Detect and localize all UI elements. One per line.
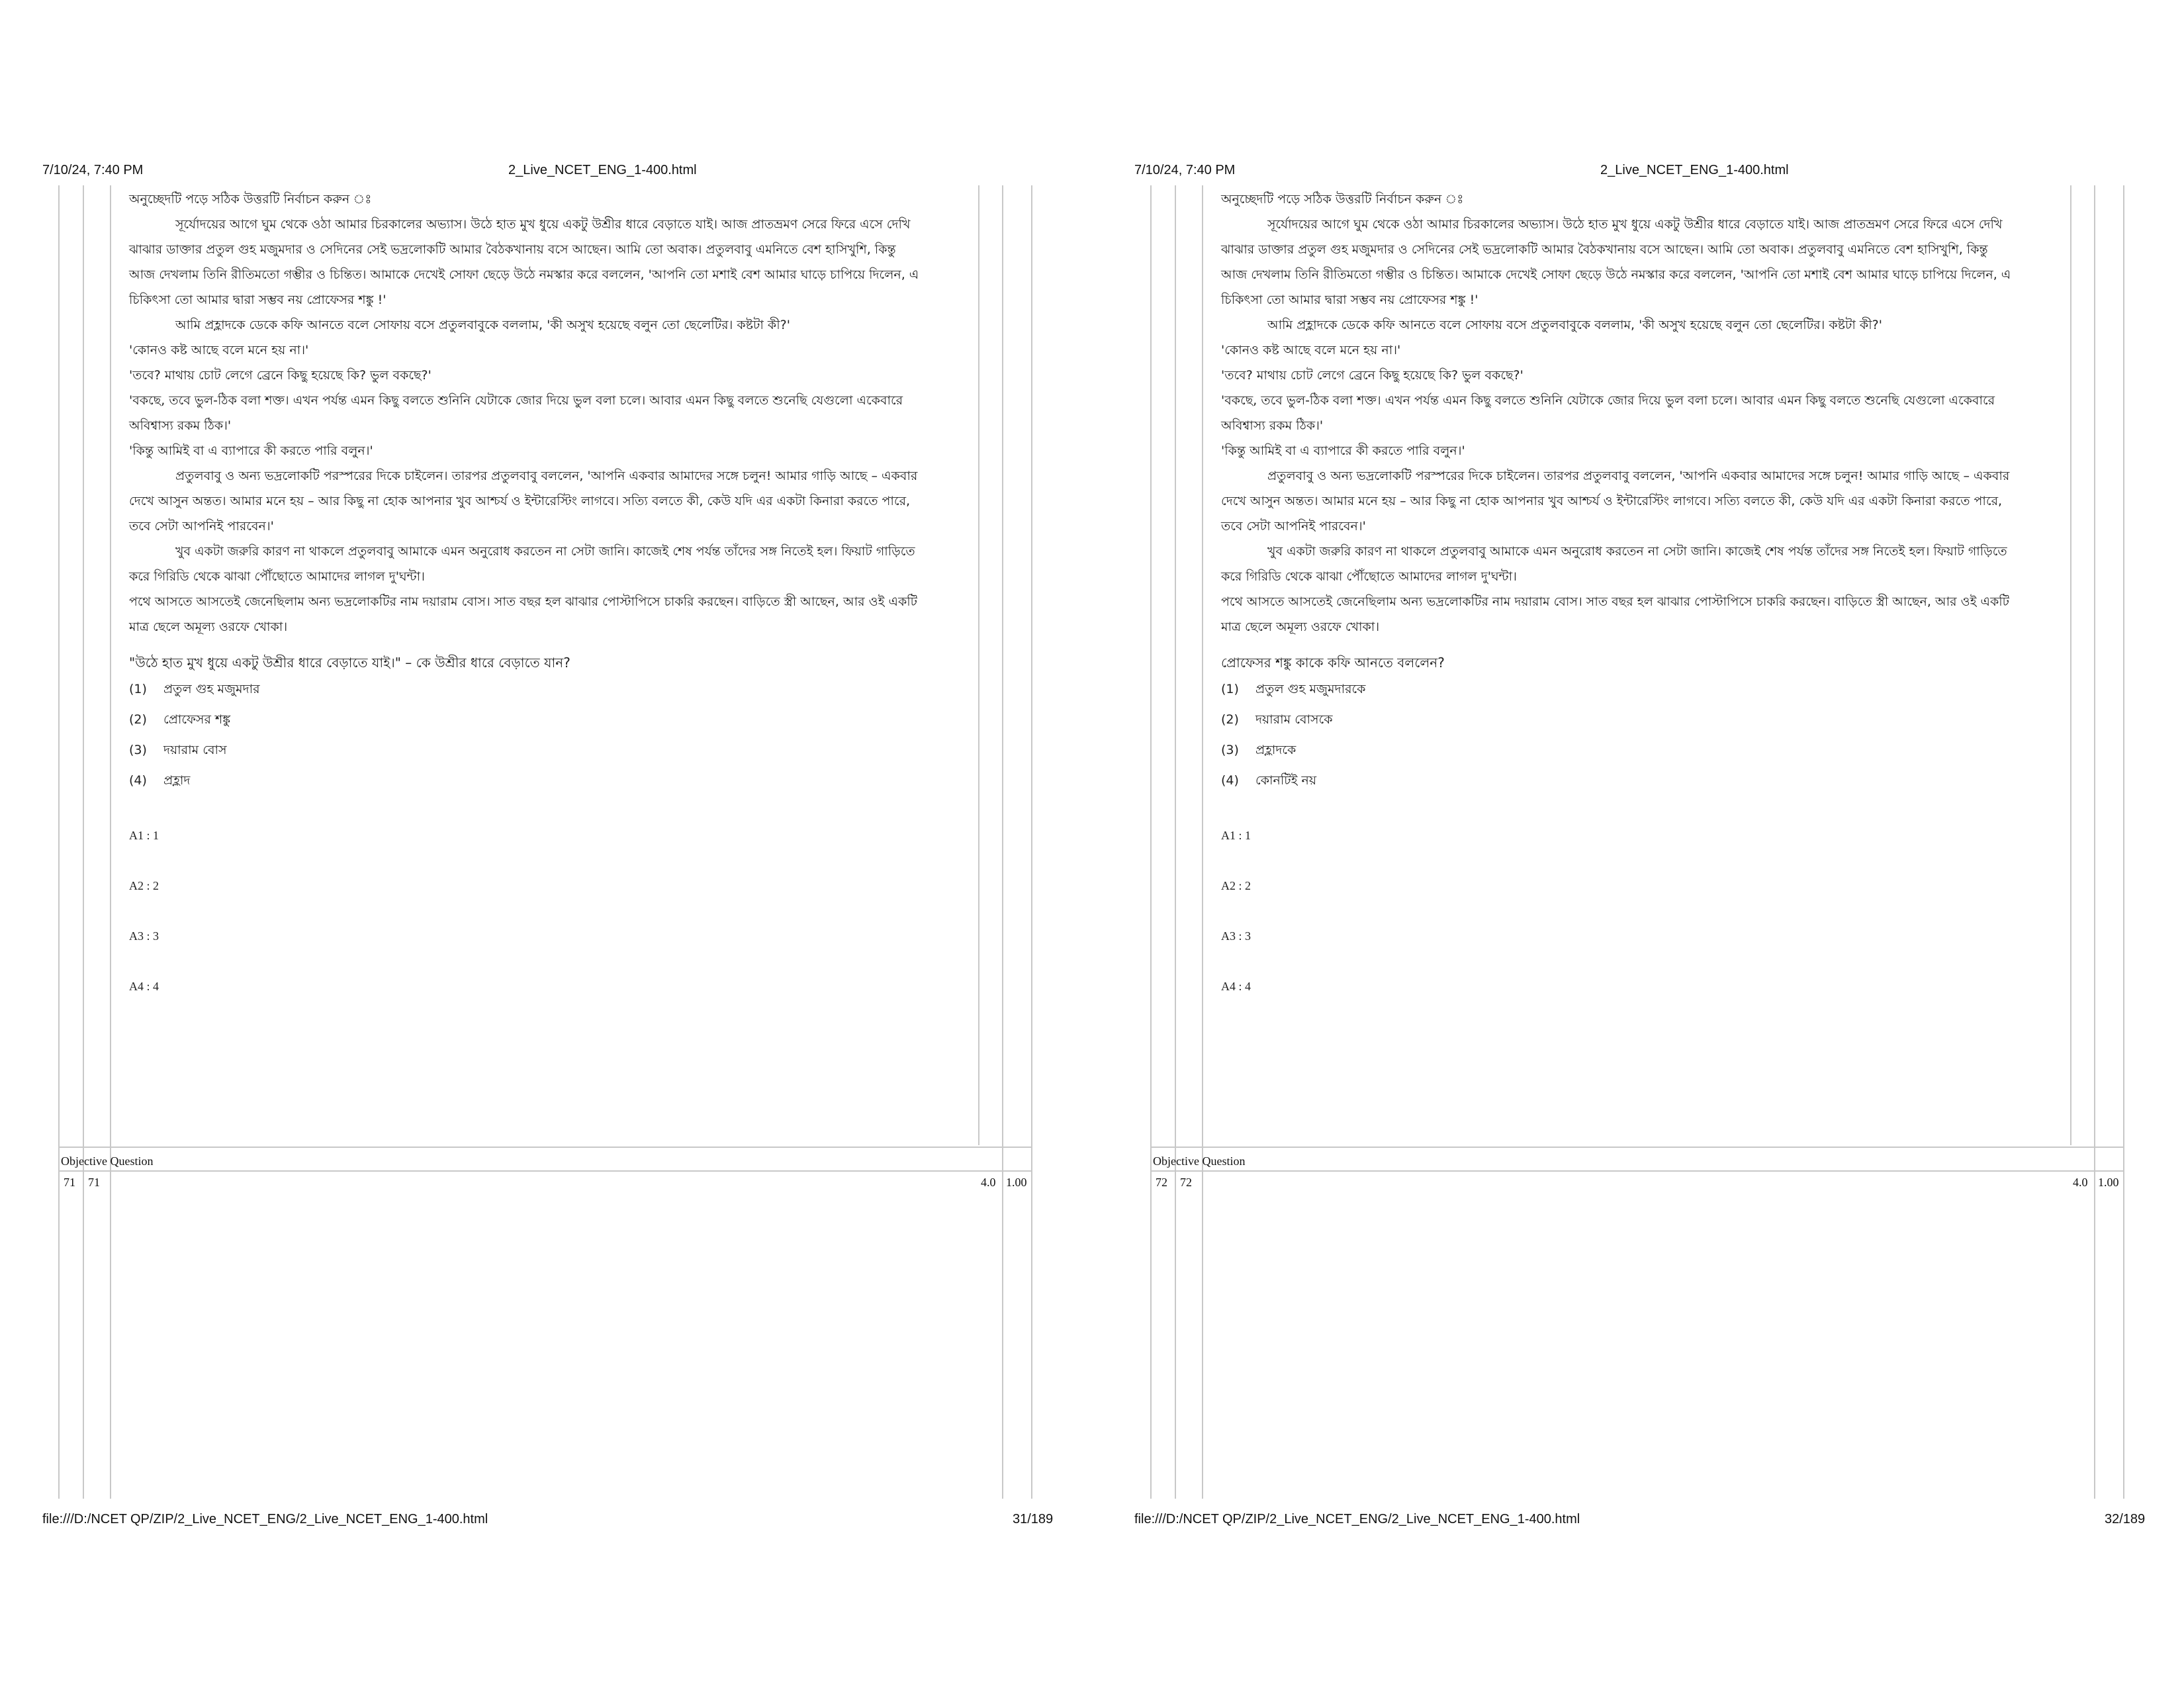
option-item: (1) প্রতুল গুহ মজুমদার: [129, 682, 260, 696]
table-border: [1202, 185, 1203, 1499]
option-item: (1) প্রতুল গুহ মজুমদারকে: [1221, 682, 1366, 696]
passage-paragraph: 'কিন্তু আমিই বা এ ব্যাপারে কী করতে পারি বলুন।': [129, 444, 373, 458]
passage-intro: অনুচ্ছেদটি পড়ে সঠিক উত্তরটি নির্বাচন করুন ঃ: [129, 192, 372, 207]
negative-marks-value: 1.00: [2098, 1176, 2119, 1189]
answer-key: A4 : 4: [1221, 980, 1251, 993]
answer-key: A2 : 2: [1221, 879, 1251, 892]
table-border: [110, 185, 111, 1499]
table-border: [2123, 185, 2124, 1499]
passage-paragraph: 'কিন্তু আমিই বা এ ব্যাপারে কী করতে পারি বলুন।': [1221, 444, 1465, 458]
passage-paragraph: সূর্যোদয়ের আগে ঘুম থেকে ওঠা আমার চিরকালের অভ্যাস। উঠে হাত মুখ ধুয়ে একটু উশ্রীর ধারে বেড়াতে যাই। আজ প্রাতভ্রমণ সেরে ফিরে এসে দেখি ঝাঝার ডাক্তার প্রতুল গুহ মজুমদার ও সেদিনের সেই ভদ্রলোকটি আমার বৈঠকখানায় বসে আছেন। আমি তো অবাক। প্রতুলবাবু এমনিতে বেশ হাসিখুশি, কিন্তু আজ দেখলাম তিনি রীতিমতো গম্ভীর ও চিন্তিত। আমাকে দেখেই সোফা ছেড়ে উঠে নমস্কার করে বললেন, 'আপনি তো মশাই বেশ আমার ঘাড়ে চাপিয়ে দিলেন, এ চিকিৎসা তো আমার দ্বারা সম্ভব নয় প্রোফেসর শঙ্কু !': [1221, 217, 2011, 307]
table-border: [1002, 185, 1003, 1499]
question-id: 71: [88, 1176, 100, 1189]
table-border: [1150, 185, 1152, 1499]
passage-paragraph: প্রতুলবাবু ও অন্য ভদ্রলোকটি পরস্পরের দিকে চাইলেন। তারপর প্রতুলবাবু বললেন, 'আপনি একবার আমাদের সঙ্গে চলুন! আমার গাড়ি আছে – একবার দেখে আসুন অন্তত। আমার মনে হয় – আর কিছু না হোক আপনার খুব আশ্চর্য ও ইন্টারেস্টিং লাগবে। সত্যি বলতে কী, কেউ যদি এর একটা কিনারা করতে পারে, তবে সেটা আপনিই পারবেন।': [129, 469, 918, 534]
answer-key-list: [129, 829, 923, 1030]
answer-key: A1 : 1: [1221, 829, 1251, 842]
passage-intro: অনুচ্ছেদটি পড়ে সঠিক উত্তরটি নির্বাচন করুন ঃ: [1221, 192, 1464, 207]
footer-page-number: 31/189: [1013, 1512, 1054, 1526]
passage-paragraph: 'বকছে, তবে ভুল-ঠিক বলা শক্ত। এখন পর্যন্ত এমন কিছু বলতে শুনিনি যেটাকে জোর দিয়ে ভুল বলা চলে। আবার এমন কিছু বলতে শুনেছি যেগুলো একেবারে অবিশ্বাস্য রকম ঠিক।': [129, 393, 903, 433]
answer-key: A3 : 3: [1221, 929, 1251, 943]
marks-value: 4.0: [981, 1176, 996, 1189]
question-text: "উঠে হাত মুখ ধুয়ে একটু উশ্রীর ধারে বেড়াতে যাই।" – কে উশ্রীর ধারে বেড়াতে যান?: [129, 655, 570, 671]
row-divider: [1150, 1170, 2124, 1172]
option-item: (3) প্রহ্লাদকে: [1221, 743, 1297, 757]
passage-paragraph: পথে আসতে আসতেই জেনেছিলাম অন্য ভদ্রলোকটির নাম দয়ারাম বোস। সাত বছর হল ঝাঝার পোস্টাপিসে চাকরি করছেন। বাড়িতে স্ত্রী আছেন, আর ওই একটি মাত্র ছেলে অমূল্য ওরফে খোকা।: [129, 594, 918, 634]
question-number: 72: [1156, 1176, 1167, 1189]
option-item: (4) প্রহ্লাদ: [129, 773, 191, 788]
footer-path: file:///D:/NCET QP/ZIP/2_Live_NCET_ENG/2_Live_NCET_ENG_1-400.html: [1134, 1512, 1580, 1526]
header-title: 2_Live_NCET_ENG_1-400.html: [1600, 163, 1789, 177]
option-item: (2) প্রোফেসর শঙ্কু: [129, 712, 231, 727]
question-content: [129, 189, 923, 1030]
option-item: (2) দয়ারাম বোসকে: [1221, 712, 1333, 727]
passage-body: [129, 212, 923, 639]
marks-value: 4.0: [2073, 1176, 2088, 1189]
options-list: [129, 674, 923, 796]
section-label: Objective Question: [1153, 1154, 1246, 1168]
header-date: 7/10/24, 7:40 PM: [1134, 163, 1236, 177]
row-divider: [58, 1170, 1032, 1172]
question-id: 72: [1180, 1176, 1192, 1189]
question-number: 71: [64, 1176, 75, 1189]
answer-key: A1 : 1: [129, 829, 159, 842]
passage-paragraph: আমি প্রহ্লাদকে ডেকে কফি আনতে বলে সোফায় বসে প্রতুলবাবুকে বললাম, 'কী অসুখ হয়েছে বলুন তো ছেলেটির। কষ্টটা কী?': [175, 318, 790, 332]
footer-path: file:///D:/NCET QP/ZIP/2_Live_NCET_ENG/2_Live_NCET_ENG_1-400.html: [42, 1512, 488, 1526]
footer-page-number: 32/189: [2105, 1512, 2146, 1526]
question-content: [1221, 189, 2015, 1030]
passage-paragraph: 'তবে? মাথায় চোট লেগে ব্রেনে কিছু হয়েছে কি? ভুল বকছে?': [129, 368, 432, 383]
answer-key: A3 : 3: [129, 929, 159, 943]
table-border: [2070, 185, 2071, 1145]
answer-key: A4 : 4: [129, 980, 159, 993]
passage-paragraph: পথে আসতে আসতেই জেনেছিলাম অন্য ভদ্রলোকটির নাম দয়ারাম বোস। সাত বছর হল ঝাঝার পোস্টাপিসে চাকরি করছেন। বাড়িতে স্ত্রী আছেন, আর ওই একটি মাত্র ছেলে অমূল্য ওরফে খোকা।: [1221, 594, 2010, 634]
answer-key-list: [1221, 829, 2015, 1030]
passage-paragraph: প্রতুলবাবু ও অন্য ভদ্রলোকটি পরস্পরের দিকে চাইলেন। তারপর প্রতুলবাবু বললেন, 'আপনি একবার আমাদের সঙ্গে চলুন! আমার গাড়ি আছে – একবার দেখে আসুন অন্তত। আমার মনে হয় – আর কিছু না হোক আপনার খুব আশ্চর্য ও ইন্টারেস্টিং লাগবে। সত্যি বলতে কী, কেউ যদি এর একটা কিনারা করতে পারে, তবে সেটা আপনিই পারবেন।': [1221, 469, 2010, 534]
table-border: [1031, 185, 1032, 1499]
passage-paragraph: 'বকছে, তবে ভুল-ঠিক বলা শক্ত। এখন পর্যন্ত এমন কিছু বলতে শুনিনি যেটাকে জোর দিয়ে ভুল বলা চলে। আবার এমন কিছু বলতে শুনেছি যেগুলো একেবারে অবিশ্বাস্য রকম ঠিক।': [1221, 393, 1995, 433]
table-border: [83, 185, 84, 1499]
passage-paragraph: খুব একটা জরুরি কারণ না থাকলে প্রতুলবাবু আমাকে এমন অনুরোধ করতেন না সেটা জানি। কাজেই শেষ পর্যন্ত তাঁদের সঙ্গ নিতেই হল। ফিয়াট গাড়িতে করে গিরিডি থেকে ঝাঝা পৌঁছোতে আমাদের লাগল দু'ঘন্টা।: [1221, 544, 2007, 584]
row-divider: [1150, 1147, 2124, 1148]
section-label: Objective Question: [61, 1154, 154, 1168]
passage-paragraph: আমি প্রহ্লাদকে ডেকে কফি আনতে বলে সোফায় বসে প্রতুলবাবুকে বললাম, 'কী অসুখ হয়েছে বলুন তো ছেলেটির। কষ্টটা কী?': [1267, 318, 1882, 332]
passage-paragraph: 'কোনও কষ্ট আছে বলে মনে হয় না।': [1221, 343, 1401, 357]
answer-key: A2 : 2: [129, 879, 159, 892]
table-border: [58, 185, 60, 1499]
row-divider: [58, 1147, 1032, 1148]
option-item: (3) দয়ারাম বোস: [129, 743, 227, 757]
header-date: 7/10/24, 7:40 PM: [42, 163, 144, 177]
negative-marks-value: 1.00: [1006, 1176, 1027, 1189]
table-border: [1175, 185, 1176, 1499]
table-border: [978, 185, 979, 1145]
passage-paragraph: সূর্যোদয়ের আগে ঘুম থেকে ওঠা আমার চিরকালের অভ্যাস। উঠে হাত মুখ ধুয়ে একটু উশ্রীর ধারে বেড়াতে যাই। আজ প্রাতভ্রমণ সেরে ফিরে এসে দেখি ঝাঝার ডাক্তার প্রতুল গুহ মজুমদার ও সেদিনের সেই ভদ্রলোকটি আমার বৈঠকখানায় বসে আছেন। আমি তো অবাক। প্রতুলবাবু এমনিতে বেশ হাসিখুশি, কিন্তু আজ দেখলাম তিনি রীতিমতো গম্ভীর ও চিন্তিত। আমাকে দেখেই সোফা ছেড়ে উঠে নমস্কার করে বললেন, 'আপনি তো মশাই বেশ আমার ঘাড়ে চাপিয়ে দিলেন, এ চিকিৎসা তো আমার দ্বারা সম্ভব নয় প্রোফেসর শঙ্কু !': [129, 217, 919, 307]
passage-paragraph: খুব একটা জরুরি কারণ না থাকলে প্রতুলবাবু আমাকে এমন অনুরোধ করতেন না সেটা জানি। কাজেই শেষ পর্যন্ত তাঁদের সঙ্গ নিতেই হল। ফিয়াট গাড়িতে করে গিরিডি থেকে ঝাঝা পৌঁছোতে আমাদের লাগল দু'ঘন্টা।: [129, 544, 915, 584]
passage-paragraph: 'কোনও কষ্ট আছে বলে মনে হয় না।': [129, 343, 309, 357]
question-text: প্রোফেসর শঙ্কু কাকে কফি আনতে বললেন?: [1221, 655, 1445, 671]
option-item: (4) কোনটিই নয়: [1221, 773, 1317, 788]
options-list: [1221, 674, 2015, 796]
page-right: [1092, 0, 2184, 1688]
passage-paragraph: 'তবে? মাথায় চোট লেগে ব্রেনে কিছু হয়েছে কি? ভুল বকছে?': [1221, 368, 1524, 383]
passage-body: [1221, 212, 2015, 639]
table-border: [2094, 185, 2095, 1499]
header-title: 2_Live_NCET_ENG_1-400.html: [508, 163, 697, 177]
